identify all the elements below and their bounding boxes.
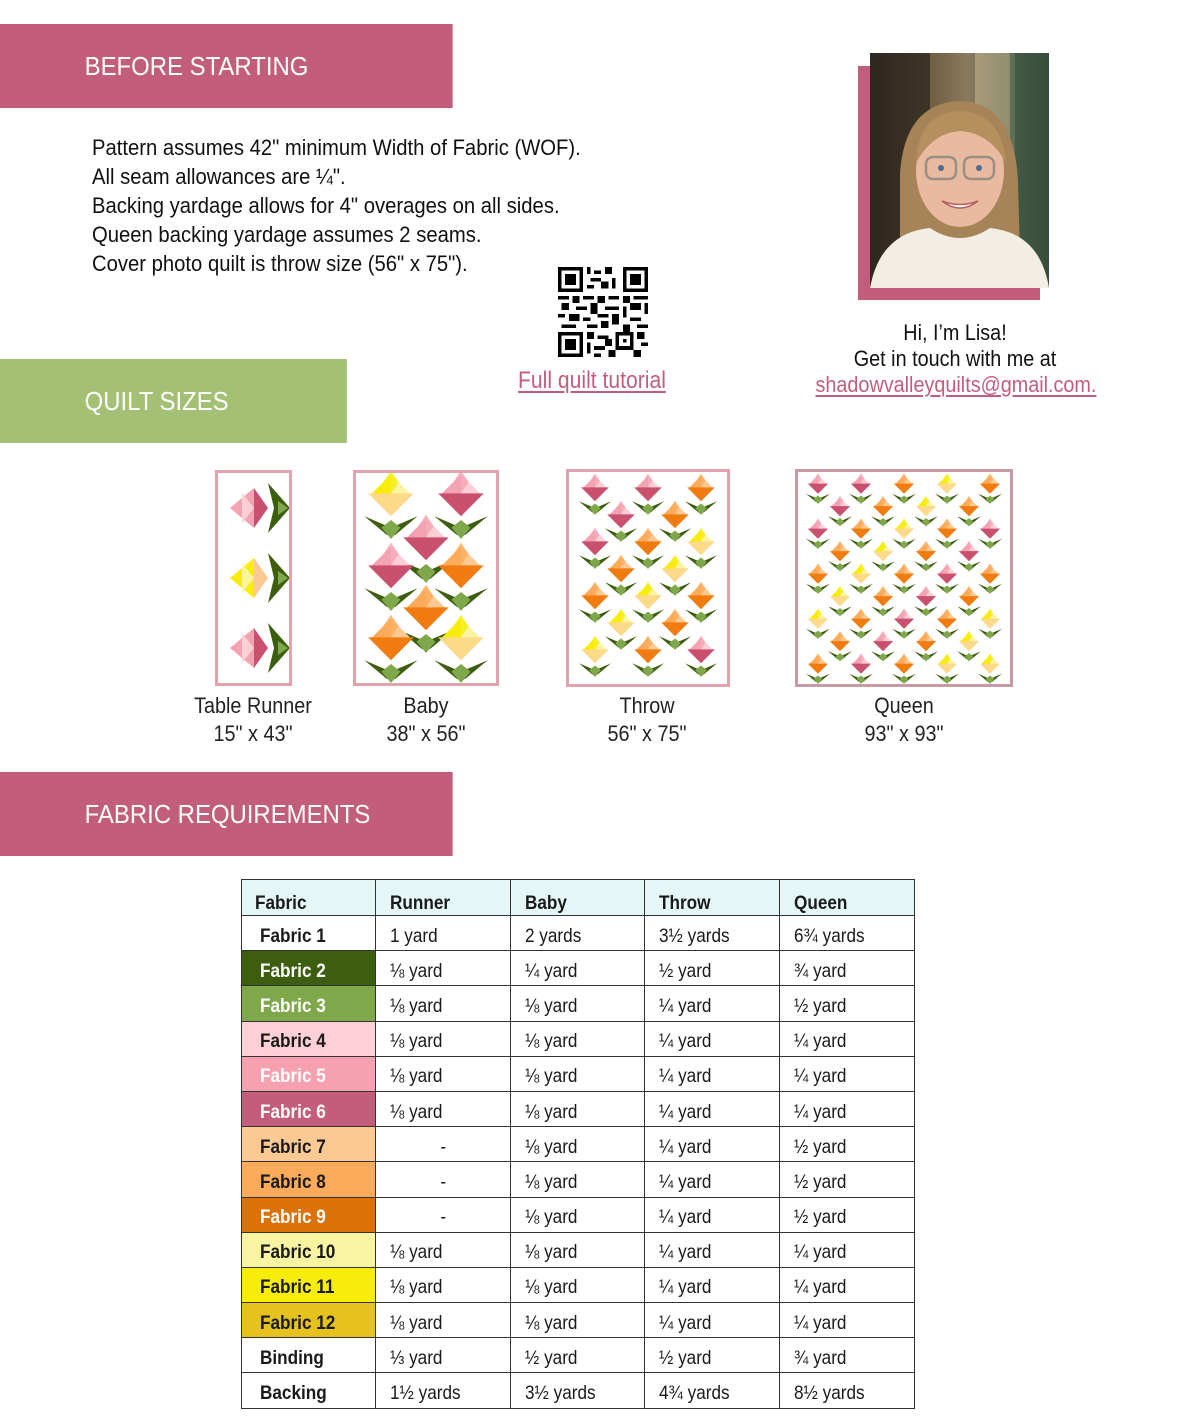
yardage-cell-runner: ⅛ yard — [376, 1303, 511, 1338]
contact-line: Get in touch with me at — [853, 346, 1057, 371]
yardage-cell-baby: ⅛ yard — [511, 1056, 645, 1091]
yardage-cell-throw: ¼ yard — [645, 1056, 780, 1091]
header-queen: Queen — [780, 880, 915, 916]
fabric-swatch-cell: Fabric 4 — [242, 1021, 376, 1056]
note-line: Backing yardage allows for 4" overages on all sides. — [92, 193, 560, 218]
yardage-cell-queen: ¼ yard — [780, 1232, 915, 1267]
fabric-swatch-cell: Backing — [242, 1373, 376, 1408]
yardage-cell-baby: ⅛ yard — [511, 1197, 645, 1232]
yardage-cell-runner: - — [376, 1197, 511, 1232]
table-row — [242, 1267, 915, 1302]
fabric-swatch-cell: Fabric 10 — [242, 1232, 376, 1267]
quilt-thumbnail-throw — [566, 469, 730, 687]
note-line: Queen backing yardage assumes 2 seams. — [92, 222, 482, 247]
quilt-thumbnail-table-runner — [215, 470, 292, 686]
yardage-cell-queen: ¾ yard — [780, 1338, 915, 1373]
yardage-cell-queen: ½ yard — [780, 1197, 915, 1232]
yardage-cell-throw: ¼ yard — [645, 1021, 780, 1056]
yardage-cell-runner: ⅓ yard — [376, 1338, 511, 1373]
note-line: Pattern assumes 42" minimum Width of Fabric (WOF). — [92, 135, 581, 160]
yardage-cell-queen: ¼ yard — [780, 1021, 915, 1056]
quilt-dimensions: 56" x 75" — [607, 721, 687, 746]
yardage-cell-queen: ¼ yard — [780, 1303, 915, 1338]
fabric-swatch-cell: Fabric 8 — [242, 1162, 376, 1197]
quilt-thumbnail-baby — [353, 470, 499, 686]
yardage-cell-baby: ⅛ yard — [511, 1127, 645, 1162]
yardage-cell-runner: ⅛ yard — [376, 1021, 511, 1056]
yardage-cell-throw: ¼ yard — [645, 1127, 780, 1162]
table-row — [242, 1373, 915, 1408]
quilt-dimensions: 93" x 93" — [864, 721, 944, 746]
fabric-swatch-cell: Fabric 9 — [242, 1197, 376, 1232]
yardage-cell-baby: ⅛ yard — [511, 1021, 645, 1056]
yardage-cell-baby: ⅛ yard — [511, 1303, 645, 1338]
email-link[interactable]: shadowvalleyquilts@gmail.com. — [815, 372, 1097, 397]
fabric-swatch-cell: Fabric 12 — [242, 1303, 376, 1338]
yardage-cell-runner: ⅛ yard — [376, 1232, 511, 1267]
quilt-dimensions: 38" x 56" — [386, 721, 466, 746]
yardage-cell-runner: ⅛ yard — [376, 1091, 511, 1126]
section-banner-before-starting — [0, 24, 453, 108]
table-row — [242, 1303, 915, 1338]
yardage-cell-throw: ¼ yard — [645, 986, 780, 1021]
yardage-cell-runner: - — [376, 1127, 511, 1162]
section-banner-quilt-sizes — [0, 359, 347, 443]
table-row — [242, 986, 915, 1021]
yardage-cell-runner: ⅛ yard — [376, 1267, 511, 1302]
quilt-size-table-runner — [181, 692, 325, 748]
yardage-cell-queen: ½ yard — [780, 1127, 915, 1162]
table-row — [242, 1197, 915, 1232]
yardage-cell-throw: ¼ yard — [645, 1267, 780, 1302]
fabric-swatch-cell: Binding — [242, 1338, 376, 1373]
table-row — [242, 1127, 915, 1162]
section-title: QUILT SIZES — [84, 385, 229, 416]
yardage-cell-throw: ½ yard — [645, 951, 780, 986]
greeting: Hi, I’m Lisa! — [903, 320, 1007, 345]
header-baby: Baby — [511, 880, 645, 916]
quilt-name: Baby — [403, 693, 449, 718]
fabric-swatch-cell: Fabric 1 — [242, 916, 376, 951]
table-row — [242, 1091, 915, 1126]
table-row — [242, 951, 915, 986]
table-row — [242, 916, 915, 951]
quilt-name: Throw — [619, 693, 675, 718]
yardage-cell-runner: ⅛ yard — [376, 951, 511, 986]
section-banner-fabric-requirements — [0, 772, 453, 856]
table-row — [242, 1056, 915, 1091]
yardage-cell-throw: ¼ yard — [645, 1091, 780, 1126]
yardage-cell-baby: ⅛ yard — [511, 1091, 645, 1126]
full-quilt-tutorial-link[interactable]: Full quilt tutorial — [518, 367, 666, 394]
yardage-cell-queen: ¼ yard — [780, 1091, 915, 1126]
yardage-cell-queen: ½ yard — [780, 986, 915, 1021]
fabric-swatch-cell: Fabric 6 — [242, 1091, 376, 1126]
yardage-cell-queen: ¾ yard — [780, 951, 915, 986]
yardage-cell-runner: 1 yard — [376, 916, 511, 951]
yardage-cell-baby: ⅛ yard — [511, 1267, 645, 1302]
yardage-cell-queen: ½ yard — [780, 1162, 915, 1197]
yardage-cell-throw: ¼ yard — [645, 1197, 780, 1232]
quilt-size-baby — [354, 692, 498, 748]
yardage-cell-runner: 1½ yards — [376, 1373, 511, 1408]
yardage-cell-runner: - — [376, 1162, 511, 1197]
fabric-swatch-cell: Fabric 7 — [242, 1127, 376, 1162]
yardage-cell-throw: 4¾ yards — [645, 1373, 780, 1408]
note-line: All seam allowances are ¼". — [92, 164, 346, 189]
yardage-cell-baby: ⅛ yard — [511, 1232, 645, 1267]
fabric-swatch-cell: Fabric 5 — [242, 1056, 376, 1091]
quilt-size-queen — [832, 692, 976, 748]
header-runner: Runner — [376, 880, 511, 916]
yardage-cell-queen: ¼ yard — [780, 1267, 915, 1302]
before-starting-notes — [92, 133, 581, 278]
section-title: BEFORE STARTING — [84, 50, 309, 81]
yardage-cell-queen: 6¾ yards — [780, 916, 915, 951]
yardage-cell-runner: ⅛ yard — [376, 1056, 511, 1091]
table-row — [242, 1338, 915, 1373]
yardage-cell-baby: ⅛ yard — [511, 1162, 645, 1197]
yardage-cell-throw: 3½ yards — [645, 916, 780, 951]
fabric-swatch-cell: Fabric 11 — [242, 1267, 376, 1302]
table-row — [242, 1162, 915, 1197]
fabric-requirements-table — [241, 879, 915, 1409]
designer-portrait — [870, 53, 1049, 288]
section-title: FABRIC REQUIREMENTS — [84, 798, 371, 829]
yardage-cell-runner: ⅛ yard — [376, 986, 511, 1021]
fabric-swatch-cell: Fabric 3 — [242, 986, 376, 1021]
yardage-cell-queen: ¼ yard — [780, 1056, 915, 1091]
quilt-name: Queen — [874, 693, 934, 718]
yardage-cell-baby: 3½ yards — [511, 1373, 645, 1408]
fabric-swatch-cell: Fabric 2 — [242, 951, 376, 986]
yardage-cell-queen: 8½ yards — [780, 1373, 915, 1408]
header-throw: Throw — [645, 880, 780, 916]
qr-code-icon[interactable] — [556, 267, 650, 357]
yardage-cell-throw: ¼ yard — [645, 1162, 780, 1197]
yardage-cell-throw: ¼ yard — [645, 1232, 780, 1267]
quilt-size-throw — [575, 692, 719, 748]
yardage-cell-baby: ¼ yard — [511, 951, 645, 986]
table-row — [242, 1232, 915, 1267]
header-fabric: Fabric — [242, 880, 376, 916]
yardage-cell-throw: ½ yard — [645, 1338, 780, 1373]
table-row — [242, 1021, 915, 1056]
quilt-dimensions: 15" x 43" — [213, 721, 293, 746]
quilt-name: Table Runner — [194, 693, 312, 718]
table-header-row — [242, 880, 915, 916]
yardage-cell-baby: ⅛ yard — [511, 986, 645, 1021]
yardage-cell-baby: ½ yard — [511, 1338, 645, 1373]
yardage-cell-baby: 2 yards — [511, 916, 645, 951]
quilt-thumbnail-queen — [795, 469, 1013, 687]
designer-contact — [816, 320, 1095, 398]
yardage-cell-throw: ¼ yard — [645, 1303, 780, 1338]
note-line: Cover photo quilt is throw size (56" x 75"). — [92, 251, 468, 276]
